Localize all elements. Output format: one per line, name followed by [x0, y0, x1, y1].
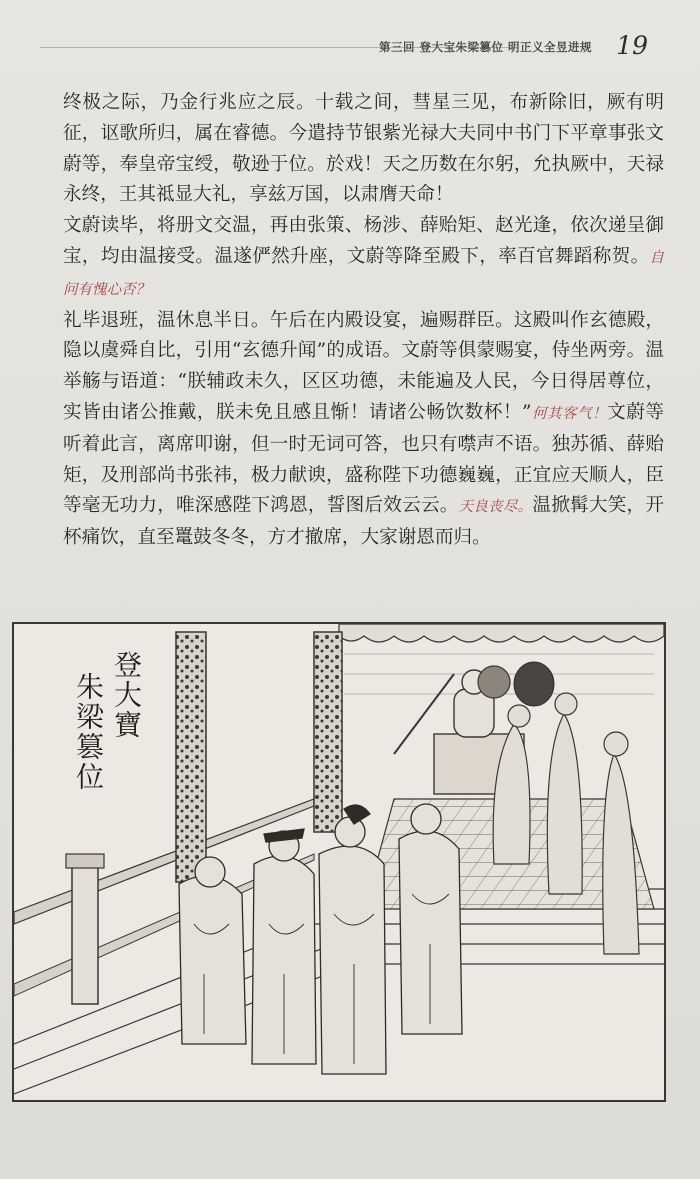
paragraph-1-text: 终极之际，乃金行兆应之辰。十载之间，彗星三见，布新除旧，厥有明征，讴歌所归，属在睿德。今遣持节银紫光禄大夫同中书门下平章事张文蔚等，奉皇帝宝绶，敬逊于位。於戏！天之历数在尔躬，允执厥中，天禄永终，王其祗显大礼，享兹万国，以肃膺天命！: [63, 92, 664, 206]
paragraph-3-text: 礼毕退班，温休息半日。午后在内殿设宴，遍赐群臣。这殿叫作玄德殿，隐以虞舜自比，引用“玄德升闻”的成语。文蔚等俱蒙赐宴，侍坐两旁。温举觞与语道：“朕辅政未久，区区功德，未能遍及人民，今日得居尊位，实皆由诸公推戴，朕未免且感且惭！请诸公畅饮数杯！”: [63, 309, 664, 423]
paragraph-3-text-2: 文蔚等听着此言，离席叩谢，但一时无词可答，也只有噤声不语。独苏循、薛贻矩，及刑部尚书张祎，极力献谀，盛称陛下功德巍巍，正宜应天顺人，臣等毫无功力，唯深感陛下鸿恩，誓图后效云云。: [63, 401, 664, 517]
paragraph-1: [63, 88, 664, 211]
chapter-title: 第三回 登大宝朱梁篡位 明正义全昱进规: [378, 40, 592, 54]
paragraph-3: [63, 306, 664, 554]
annotation-note: 何其客气！: [531, 405, 608, 422]
page-number: 19: [616, 31, 648, 60]
annotation-note: 自问有愧心否？: [63, 249, 664, 298]
illustration-caption-left: 朱梁篡位: [72, 672, 105, 792]
annotation-note: 天良丧尽。: [458, 499, 533, 516]
body-text: [63, 88, 664, 554]
running-header: [40, 31, 664, 60]
paragraph-2-text: 文蔚读毕，将册文交温，再由张策、杨涉、薛贻矩、赵光逢，依次递呈御宝，均由温接受。温遂俨然升座，文蔚等降至殿下，率百官舞蹈称贺。: [63, 215, 664, 267]
illustration-caption-right: 登大寶: [110, 650, 143, 740]
illustration: [12, 622, 666, 1102]
paragraph-2: [63, 211, 664, 305]
paragraph-3-text-3: 温掀髯大笑，开杯痛饮，直至鼍鼓冬冬，方才撤席，大家谢恩而归。: [63, 495, 664, 549]
